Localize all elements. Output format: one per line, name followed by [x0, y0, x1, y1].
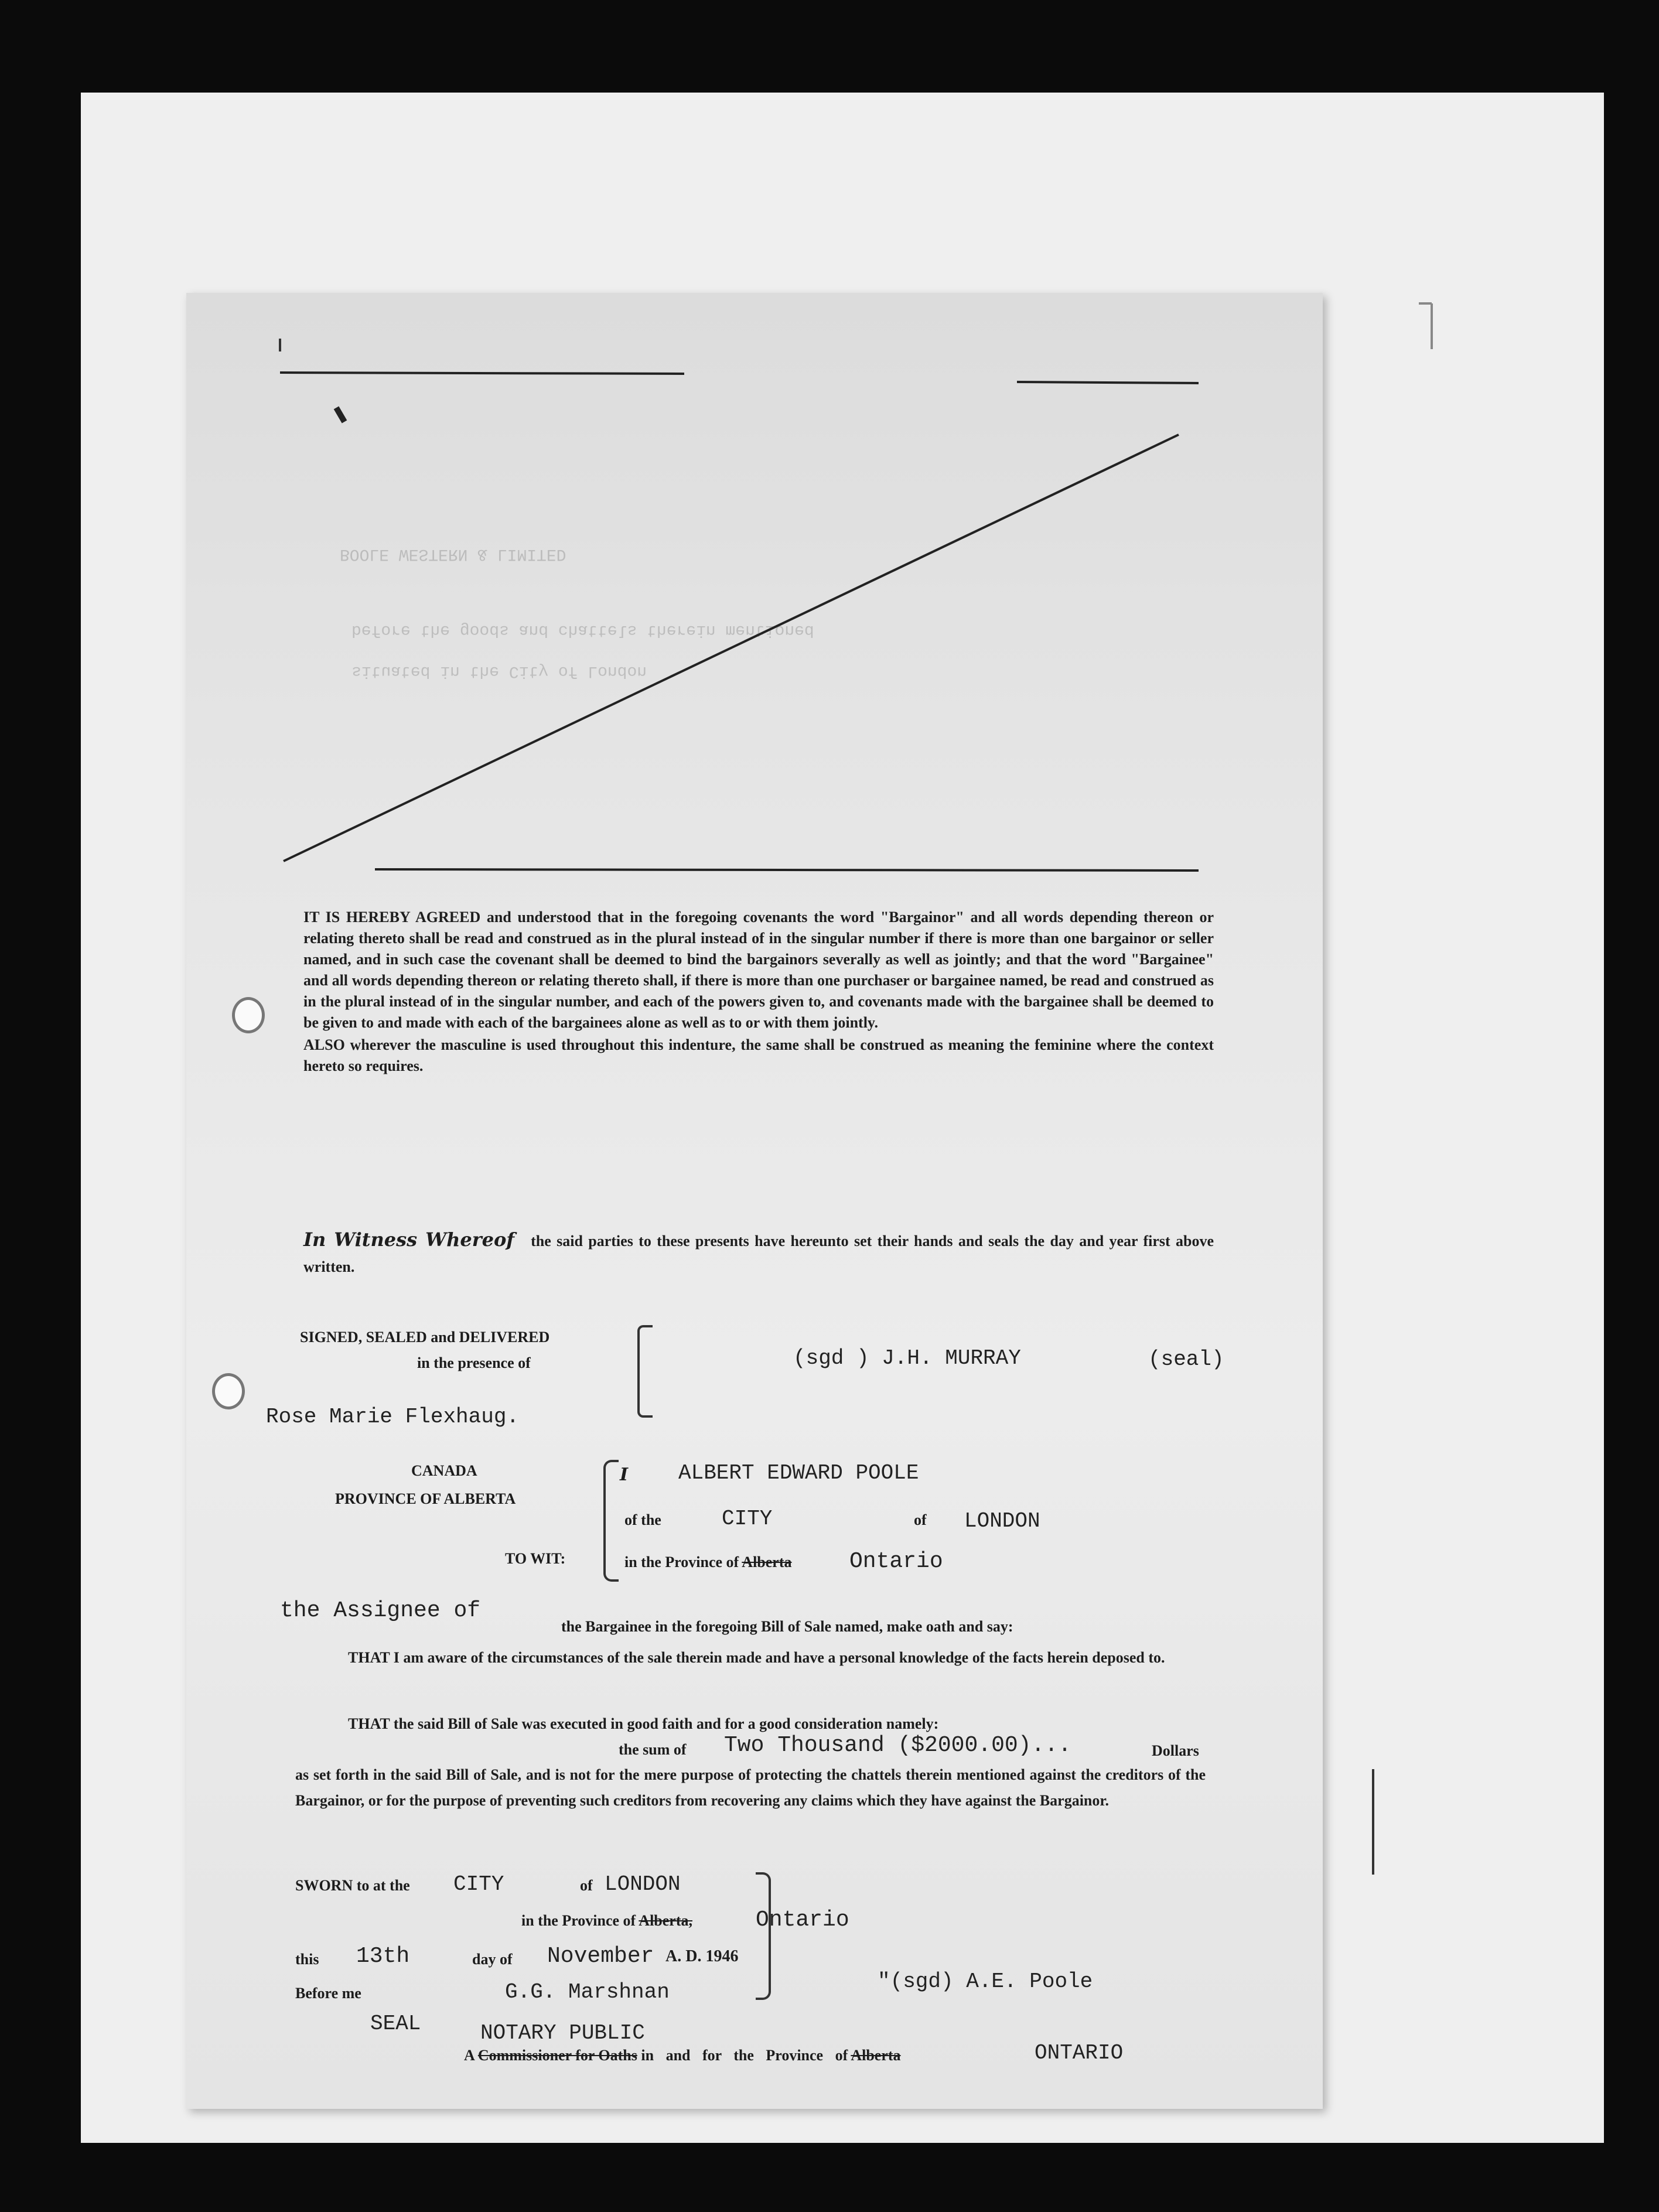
presence-label: in the presence of — [417, 1354, 531, 1371]
witness-text: the said parties to these presents have hereunto set their hands and seals the day and year first above written. — [303, 1233, 1214, 1275]
commissioner-struck-province: Alberta — [851, 2047, 901, 2064]
commissioner-line — [464, 2047, 901, 2064]
bargainor-signature: (sgd ) J.H. MURRAY — [793, 1346, 1021, 1370]
top-rule-left — [280, 373, 684, 374]
notary-name: G.G. Marshnan — [505, 1980, 670, 2004]
deponent-name: ALBERT EDWARD POOLE — [678, 1461, 919, 1485]
dollars-label: Dollars — [1152, 1742, 1199, 1759]
signed-sealed-label: SIGNED, SEALED and DELIVERED — [300, 1329, 550, 1346]
sworn-label: SWORN to at the — [295, 1877, 410, 1894]
punch-hole — [232, 997, 265, 1033]
agreement-paragraph: IT IS HEREBY AGREED and understood that in the foregoing covenants the word "Bargainor" and all words depending thereon or relating thereto shall be read and construed as in the plural instead of in the singular number if there is more than one bargainor or seller named, and in such case the covenant shall be deemed to bind the bargainors severally as well as jointly; and that the word "Bargainee" and all words depending thereon or relating thereto shall, if there is more than one purchaser or bargainee named, be read and construed as in the plural instead of in the singular number, and each of the powers given to, and covenants made with the bargainee shall be deemed to be given to and made with each of the bargainees alone as well as to or with them jointly. — [303, 909, 1214, 1031]
this-label: this — [295, 1951, 319, 1968]
bleed-through-text: before the goods and chattels therein mentioned — [351, 621, 814, 639]
commissioner-rest: in and for the Province of — [641, 2047, 848, 2064]
sworn-province: Ontario — [756, 1907, 849, 1933]
before-me-label: Before me — [295, 1985, 361, 2002]
sworn-year: A. D. 1946 — [665, 1947, 739, 1965]
sworn-day: 13th — [356, 1944, 410, 1969]
province-heading: PROVINCE OF ALBERTA — [335, 1490, 516, 1507]
place-type: CITY — [722, 1507, 773, 1531]
to-wit-label: TO WIT: — [505, 1550, 566, 1567]
bleed-through-text: BOOLE WESTERN & LIMITED — [340, 545, 566, 563]
that-clause-1: THAT I am aware of the circumstances of the sale therein made and have a personal knowledge of the facts herein deposed to. — [348, 1649, 1165, 1666]
of-label: of — [914, 1511, 927, 1528]
sum-label: the sum of — [619, 1741, 687, 1758]
of-the-label: of the — [624, 1511, 661, 1528]
in-province-text: in the Province of — [624, 1554, 739, 1571]
deponent-i: I — [620, 1465, 629, 1485]
commissioner-province: ONTARIO — [1035, 2041, 1124, 2065]
witness-name: Rose Marie Flexhaug. — [266, 1405, 520, 1429]
sworn-city: LONDON — [605, 1872, 681, 1896]
agreement-clause — [303, 907, 1214, 1077]
sworn-place-type: CITY — [453, 1872, 504, 1896]
sworn-in-province: in the Province of — [521, 1912, 636, 1929]
affidavit-bracket — [603, 1460, 619, 1582]
in-province-label — [624, 1554, 792, 1571]
that-clause-2: THAT the said Bill of Sale was executed in good faith and for a good consideration namely: — [348, 1715, 939, 1732]
country-label: CANADA — [411, 1462, 477, 1479]
diagonal-cancel-line — [284, 435, 1179, 861]
signing-bracket — [637, 1325, 653, 1418]
commissioner-struck: Commissioner for Oaths — [477, 2047, 637, 2064]
punch-hole — [212, 1373, 245, 1409]
consideration-clause: as set forth in the said Bill of Sale, and is not for the mere purpose of protecting the chattels therein mentioned against the creditors of the Bargainor, or for the purpose of preventing such creditors from recovering any claims which they have against the Bargainor. — [295, 1766, 1206, 1809]
top-rule-right — [1017, 382, 1199, 383]
assignee-label: the Assignee of — [280, 1598, 481, 1623]
sworn-bracket — [756, 1872, 771, 2000]
oath-text: the Bargainee in the foregoing Bill of Sale named, make oath and say: — [561, 1618, 1013, 1635]
bottom-rule — [375, 869, 1199, 871]
witness-clause — [303, 1227, 1214, 1280]
also-paragraph: ALSO wherever the masculine is used throughout this indenture, the same shall be construed as meaning the feminine where the context hereto so requires. — [303, 1036, 1214, 1074]
sworn-province-label — [521, 1912, 692, 1930]
commissioner-a: A — [464, 2047, 475, 2064]
notary-public-label: NOTARY PUBLIC — [480, 2021, 645, 2045]
deponent-signature: "(sgd) A.E. Poole — [878, 1969, 1093, 1993]
seal-label: SEAL — [370, 2012, 421, 2036]
bleed-through-text: situated in the City of London — [351, 662, 647, 680]
province-typed: Ontario — [849, 1549, 943, 1574]
day-of-label: day of — [472, 1951, 513, 1968]
sworn-of-label: of — [580, 1877, 593, 1894]
sworn-struck-province: Alberta, — [639, 1912, 692, 1929]
struck-province: Alberta — [742, 1554, 792, 1571]
witness-heading: In Witness Whereof — [303, 1228, 515, 1251]
signature-seal: (seal) — [1148, 1347, 1224, 1371]
sum-value: Two Thousand ($2000.00)... — [724, 1733, 1071, 1758]
place-name: LONDON — [964, 1509, 1040, 1533]
sworn-month: November — [547, 1944, 654, 1969]
